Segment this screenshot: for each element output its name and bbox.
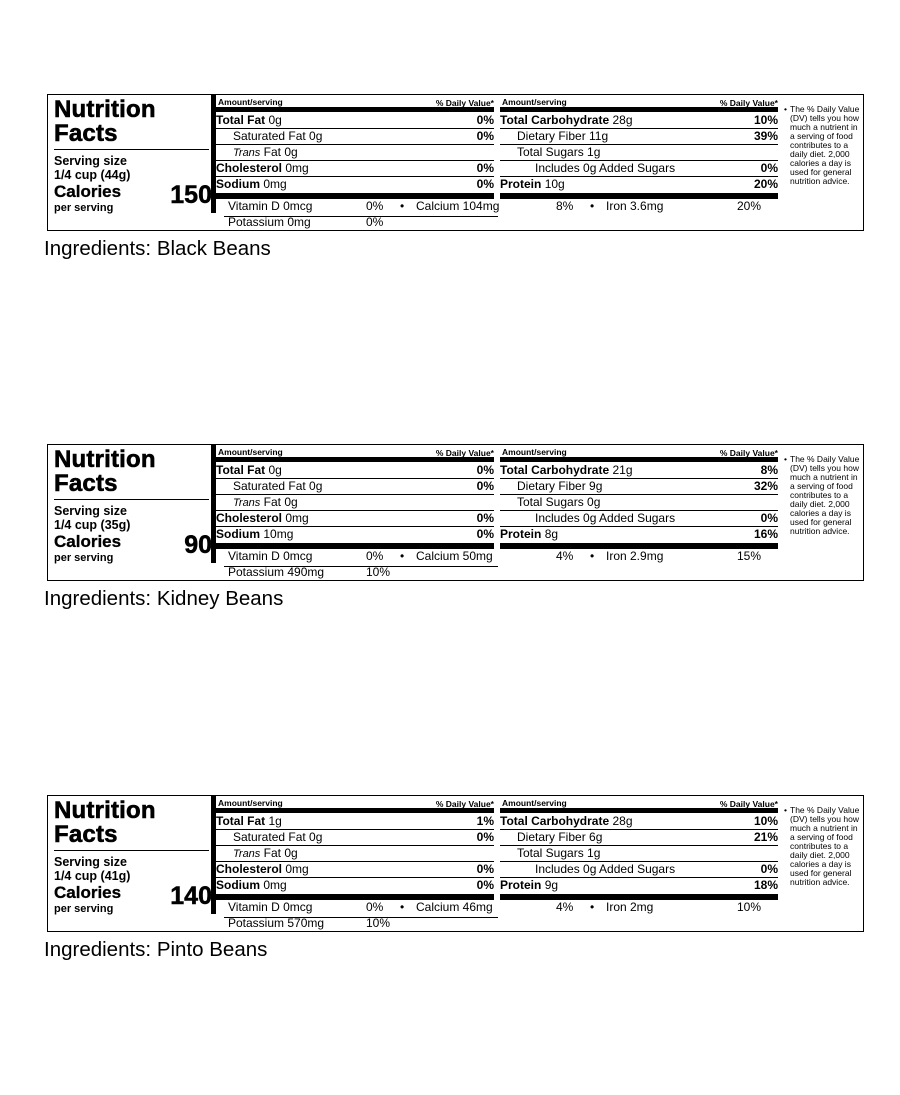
total-carbohydrate-amount: 28g — [612, 113, 633, 127]
sodium-dv: 0% — [476, 527, 494, 541]
potassium-label: Potassium 0mg — [228, 215, 311, 229]
saturated-fat-dv: 0% — [476, 830, 494, 844]
total-fat-label: Total Fat — [216, 463, 266, 477]
total-carbohydrate-label: Total Carbohydrate — [500, 814, 610, 828]
vitamin-d-label: Vitamin D 0mcg — [228, 199, 313, 213]
total-fat-label: Total Fat — [216, 814, 266, 828]
calcium-label: Calcium 50mg — [416, 549, 493, 563]
nutrition-facts-title — [54, 448, 209, 496]
daily-value-footnote: • The % Daily Value (DV) tells you how much a nutrient in a serving of food contributes to a daily diet. 2,000 calories a day is used for general nutrition advice. — [784, 806, 864, 887]
title-line-2: Facts — [54, 120, 118, 147]
sodium-row — [216, 877, 494, 893]
bullet-separator: • — [590, 199, 595, 213]
title-divider — [54, 149, 209, 150]
amount-per-serving-header: Amount/serving — [502, 798, 567, 808]
trans-fat-row — [216, 845, 494, 862]
protein-row — [500, 877, 778, 893]
sodium-amount: 10mg — [263, 527, 294, 541]
added-sugars-dv: 0% — [760, 862, 778, 876]
calories-label: Calories — [54, 883, 122, 902]
nutrient-column-right — [500, 445, 778, 551]
cholesterol-label: Cholesterol — [216, 511, 283, 525]
calcium-label: Calcium 46mg — [416, 900, 493, 914]
total-carbohydrate-row — [500, 462, 778, 479]
protein-amount: 9g — [544, 878, 559, 892]
calories-value: 150 — [170, 181, 212, 209]
nutrient-column-left — [216, 796, 494, 902]
calories-value: 90 — [184, 531, 212, 559]
added-sugars-dv: 0% — [760, 161, 778, 175]
bullet-separator: • — [400, 900, 405, 914]
total-carbohydrate-label: Total Carbohydrate — [500, 113, 610, 127]
saturated-fat-label: Saturated Fat 0g — [233, 129, 323, 143]
nutrition-facts-title — [54, 799, 209, 847]
protein-dv: 20% — [753, 177, 778, 191]
amount-per-serving-header: Amount/serving — [502, 97, 567, 107]
ingredients-text: Ingredients: Black Beans — [44, 237, 271, 260]
cholesterol-amount: 0mg — [285, 161, 309, 175]
vitamin-d-label: Vitamin D 0mcg — [228, 900, 313, 914]
title-divider — [54, 499, 209, 500]
potassium-dv: 10% — [366, 916, 391, 930]
dietary-fiber-label: Dietary Fiber 6g — [517, 830, 603, 844]
footnote-text: The % Daily Value (DV) tells you how much a nutrient in a serving of food contributes to a daily diet. 2,000 calories a day is used for general nutrition advice. — [790, 805, 860, 887]
vitamin-d-dv: 0% — [366, 199, 384, 213]
bullet-separator: • — [590, 900, 595, 914]
title-line-2: Facts — [54, 821, 118, 848]
total-fat-dv: 0% — [476, 463, 494, 477]
sodium-label: Sodium — [216, 878, 260, 892]
nutrient-column-right — [500, 796, 778, 902]
saturated-fat-label: Saturated Fat 0g — [233, 479, 323, 493]
bullet-separator: • — [400, 199, 405, 213]
daily-value-header: % Daily Value* — [719, 98, 778, 108]
bullet-separator: • — [400, 549, 405, 563]
iron-label: Iron 3.6mg — [606, 199, 664, 213]
serving-size-label: Serving size — [54, 855, 127, 869]
nutrient-column-left — [216, 445, 494, 551]
serving-size-value: 1/4 cup (41g) — [54, 869, 131, 883]
cholesterol-amount: 0mg — [285, 862, 309, 876]
dietary-fiber-row — [500, 128, 778, 145]
saturated-fat-dv: 0% — [476, 479, 494, 493]
title-line-2: Facts — [54, 470, 118, 497]
iron-dv: 20% — [737, 199, 762, 213]
vitamin-d-dv: 0% — [366, 900, 384, 914]
amount-per-serving-header: Amount/serving — [218, 447, 283, 457]
protein-amount: 8g — [544, 527, 559, 541]
protein-dv: 16% — [753, 527, 778, 541]
daily-value-footnote: • The % Daily Value (DV) tells you how much a nutrient in a serving of food contributes to a daily diet. 2,000 calories a day is used for general nutrition advice. — [784, 455, 864, 536]
title-line-1: Nutrition — [54, 797, 156, 824]
calcium-label: Calcium 104mg — [416, 199, 500, 213]
cholesterol-row — [216, 510, 494, 527]
footnote-text: The % Daily Value (DV) tells you how much a nutrient in a serving of food contributes to a daily diet. 2,000 calories a day is used for general nutrition advice. — [790, 454, 860, 536]
dietary-fiber-row — [500, 829, 778, 846]
saturated-fat-row — [216, 829, 494, 846]
title-line-1: Nutrition — [54, 96, 156, 123]
total-carbohydrate-dv: 8% — [760, 463, 778, 477]
title-column — [54, 797, 212, 927]
calcium-dv: 8% — [556, 199, 574, 213]
vitamin-d-dv: 0% — [366, 549, 384, 563]
title-divider — [54, 850, 209, 851]
cholesterol-dv: 0% — [476, 161, 494, 175]
nutrition-facts-panel — [47, 795, 864, 932]
ingredients-text: Ingredients: Pinto Beans — [44, 938, 268, 961]
daily-value-header: % Daily Value* — [719, 448, 778, 458]
cholesterol-row — [216, 861, 494, 878]
added-sugars-row — [500, 861, 778, 878]
potassium-dv: 10% — [366, 565, 391, 579]
total-carbohydrate-dv: 10% — [753, 113, 778, 127]
cholesterol-row — [216, 160, 494, 177]
saturated-fat-dv: 0% — [476, 129, 494, 143]
iron-dv: 10% — [737, 900, 762, 914]
added-sugars-label: Includes 0g Added Sugars — [535, 511, 676, 525]
serving-size-value: 1/4 cup (35g) — [54, 518, 131, 532]
bullet-separator: • — [590, 549, 595, 563]
cholesterol-amount: 0mg — [285, 511, 309, 525]
nutrient-column-left — [216, 95, 494, 201]
total-fat-row — [216, 813, 494, 830]
sodium-amount: 0mg — [263, 177, 287, 191]
cholesterol-label: Cholesterol — [216, 862, 283, 876]
dietary-fiber-dv: 21% — [753, 830, 778, 844]
total-sugars-label: Total Sugars 0g — [517, 495, 601, 509]
calories-label: Calories — [54, 182, 122, 201]
added-sugars-label: Includes 0g Added Sugars — [535, 161, 676, 175]
total-fat-amount: 0g — [268, 463, 282, 477]
trans-fat-amount: Fat 0g — [263, 495, 298, 509]
per-serving-label: per serving — [54, 552, 114, 564]
sodium-amount: 0mg — [263, 878, 287, 892]
cholesterol-dv: 0% — [476, 511, 494, 525]
total-fat-dv: 0% — [476, 113, 494, 127]
nutrition-label-black-beans — [0, 94, 900, 394]
daily-value-header: % Daily Value* — [719, 799, 778, 809]
total-fat-label: Total Fat — [216, 113, 266, 127]
total-fat-amount: 0g — [268, 113, 282, 127]
daily-value-header: % Daily Value* — [435, 448, 494, 458]
total-carbohydrate-amount: 28g — [612, 814, 633, 828]
sodium-label: Sodium — [216, 177, 260, 191]
amount-per-serving-header: Amount/serving — [502, 447, 567, 457]
nutrition-facts-panel — [47, 444, 864, 581]
total-carbohydrate-row — [500, 813, 778, 830]
title-column — [54, 446, 212, 576]
sodium-row — [216, 176, 494, 192]
sodium-label: Sodium — [216, 527, 260, 541]
iron-label: Iron 2.9mg — [606, 549, 664, 563]
total-fat-row — [216, 112, 494, 129]
saturated-fat-label: Saturated Fat 0g — [233, 830, 323, 844]
protein-dv: 18% — [753, 878, 778, 892]
total-carbohydrate-row — [500, 112, 778, 129]
footnote-text: The % Daily Value (DV) tells you how much a nutrient in a serving of food contributes to a daily diet. 2,000 calories a day is used for general nutrition advice. — [790, 104, 860, 186]
daily-value-header: % Daily Value* — [435, 98, 494, 108]
iron-dv: 15% — [737, 549, 762, 563]
trans-label: Trans — [233, 848, 261, 860]
calcium-dv: 4% — [556, 549, 574, 563]
sodium-row — [216, 526, 494, 542]
serving-size-label: Serving size — [54, 504, 127, 518]
total-fat-amount: 1g — [268, 814, 282, 828]
cholesterol-dv: 0% — [476, 862, 494, 876]
added-sugars-row — [500, 160, 778, 177]
per-serving-label: per serving — [54, 202, 114, 214]
nutrition-facts-panel — [47, 94, 864, 231]
total-carbohydrate-dv: 10% — [753, 814, 778, 828]
saturated-fat-row — [216, 478, 494, 495]
trans-fat-row — [216, 494, 494, 511]
total-sugars-row — [500, 845, 778, 862]
protein-label: Protein — [500, 177, 542, 191]
calcium-dv: 4% — [556, 900, 574, 914]
added-sugars-label: Includes 0g Added Sugars — [535, 862, 676, 876]
total-sugars-row — [500, 144, 778, 161]
trans-fat-amount: Fat 0g — [263, 846, 298, 860]
dietary-fiber-label: Dietary Fiber 11g — [517, 129, 609, 143]
protein-amount: 10g — [544, 177, 565, 191]
total-carbohydrate-amount: 21g — [612, 463, 633, 477]
per-serving-label: per serving — [54, 903, 114, 915]
potassium-label: Potassium 570mg — [228, 916, 325, 930]
title-line-1: Nutrition — [54, 446, 156, 473]
potassium-label: Potassium 490mg — [228, 565, 325, 579]
amount-per-serving-header: Amount/serving — [218, 798, 283, 808]
vitamin-d-label: Vitamin D 0mcg — [228, 549, 313, 563]
trans-label: Trans — [233, 147, 261, 159]
calories-value: 140 — [170, 882, 212, 910]
added-sugars-dv: 0% — [760, 511, 778, 525]
potassium-dv: 0% — [366, 215, 384, 229]
added-sugars-row — [500, 510, 778, 527]
total-sugars-label: Total Sugars 1g — [517, 145, 601, 159]
calories-label: Calories — [54, 532, 122, 551]
ingredients-text: Ingredients: Kidney Beans — [44, 587, 284, 610]
dietary-fiber-label: Dietary Fiber 9g — [517, 479, 603, 493]
total-fat-row — [216, 462, 494, 479]
serving-size-value: 1/4 cup (44g) — [54, 168, 131, 182]
total-fat-dv: 1% — [476, 814, 494, 828]
daily-value-footnote: • The % Daily Value (DV) tells you how much a nutrient in a serving of food contributes to a daily diet. 2,000 calories a day is used for general nutrition advice. — [784, 105, 864, 186]
nutrition-label-kidney-beans — [0, 444, 900, 744]
sodium-dv: 0% — [476, 177, 494, 191]
dietary-fiber-dv: 39% — [753, 129, 778, 143]
trans-fat-row — [216, 144, 494, 161]
nutrition-label-pinto-beans — [0, 795, 900, 1095]
dietary-fiber-dv: 32% — [753, 479, 778, 493]
nutrient-column-right — [500, 95, 778, 201]
total-sugars-row — [500, 494, 778, 511]
title-column — [54, 96, 212, 226]
amount-per-serving-header: Amount/serving — [218, 97, 283, 107]
iron-label: Iron 2mg — [606, 900, 654, 914]
protein-label: Protein — [500, 878, 542, 892]
saturated-fat-row — [216, 128, 494, 145]
sodium-dv: 0% — [476, 878, 494, 892]
serving-size-label: Serving size — [54, 154, 127, 168]
trans-label: Trans — [233, 497, 261, 509]
trans-fat-amount: Fat 0g — [263, 145, 298, 159]
daily-value-header: % Daily Value* — [435, 799, 494, 809]
total-carbohydrate-label: Total Carbohydrate — [500, 463, 610, 477]
protein-row — [500, 526, 778, 542]
total-sugars-label: Total Sugars 1g — [517, 846, 601, 860]
cholesterol-label: Cholesterol — [216, 161, 283, 175]
dietary-fiber-row — [500, 478, 778, 495]
nutrition-facts-title — [54, 98, 209, 146]
protein-label: Protein — [500, 527, 542, 541]
protein-row — [500, 176, 778, 192]
